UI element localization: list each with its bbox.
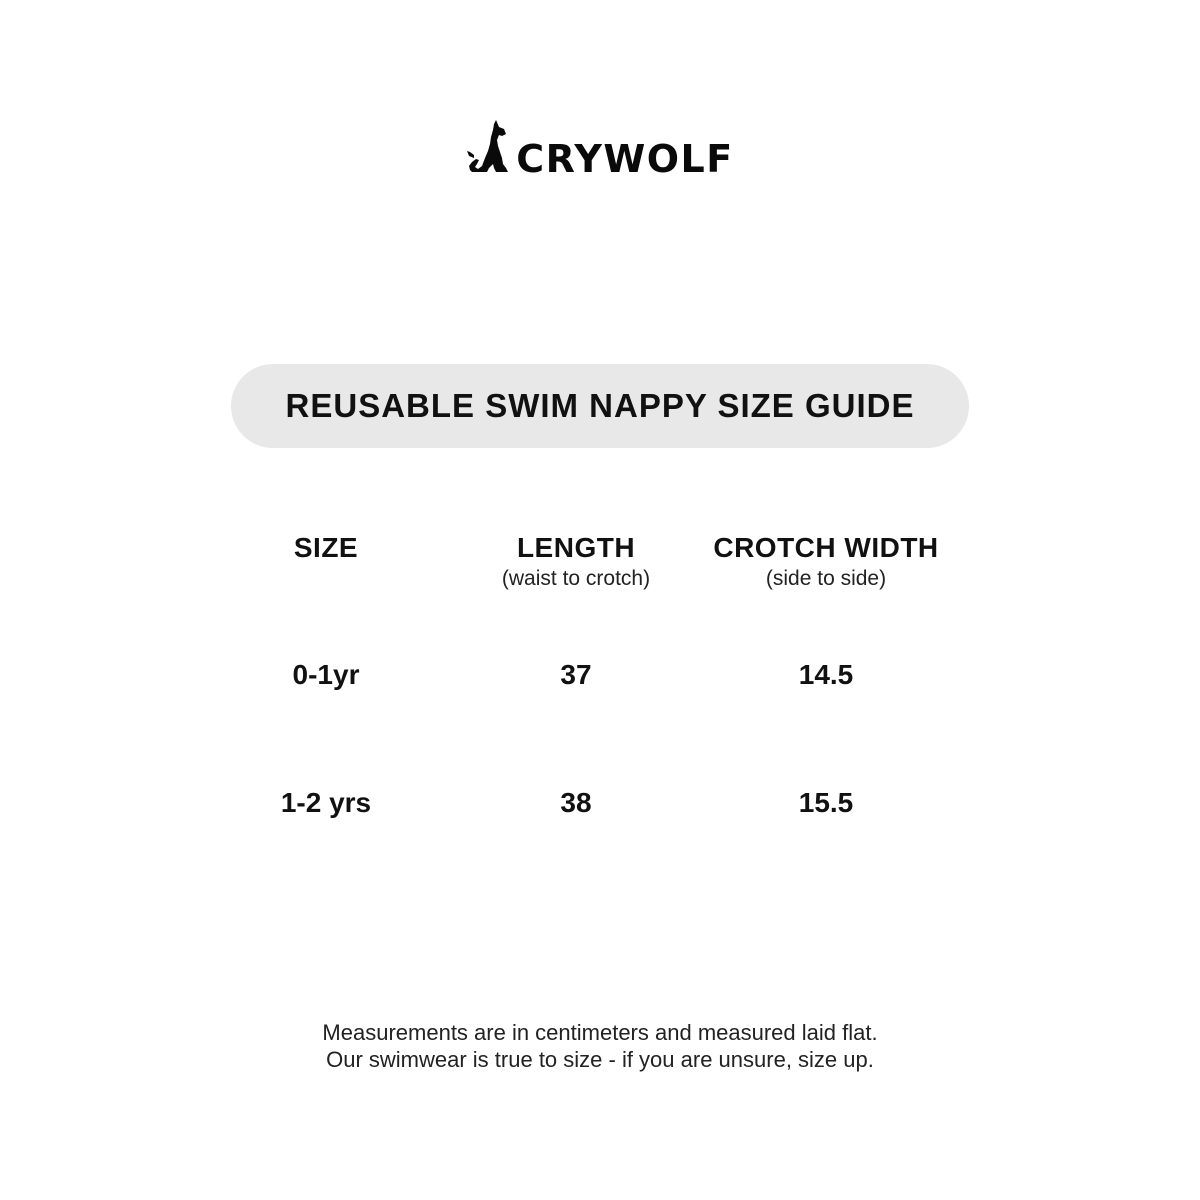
table-cell-length: 38 — [560, 787, 592, 818]
table-cell-length: 37 — [560, 659, 592, 690]
page-title: REUSABLE SWIM NAPPY SIZE GUIDE — [285, 387, 915, 424]
brand-logo — [0, 118, 1200, 181]
footer-note-sizing: Our swimwear is true to size - if you are unsure, size up. — [326, 1047, 874, 1072]
title-banner — [231, 364, 969, 448]
column-header-crotch-width: CROTCH WIDTH — [713, 532, 939, 563]
brand-logo-group — [466, 118, 734, 181]
column-header-size: SIZE — [293, 532, 359, 563]
howling-wolf-icon — [466, 118, 512, 174]
table-cell-size: 1-2 yrs — [280, 787, 372, 818]
column-subheader-length: (waist to crotch) — [501, 567, 651, 590]
table-cell-crotch-width: 15.5 — [798, 787, 854, 818]
footer-note-measurements: Measurements are in centimeters and measured laid flat. — [322, 1020, 878, 1045]
brand-name: CRYWOLF — [516, 137, 734, 181]
column-header-length: LENGTH — [516, 532, 636, 563]
table-cell-size: 0-1yr — [292, 659, 360, 690]
column-subheader-crotch-width: (side to side) — [765, 567, 887, 590]
table-cell-crotch-width: 14.5 — [798, 659, 854, 690]
